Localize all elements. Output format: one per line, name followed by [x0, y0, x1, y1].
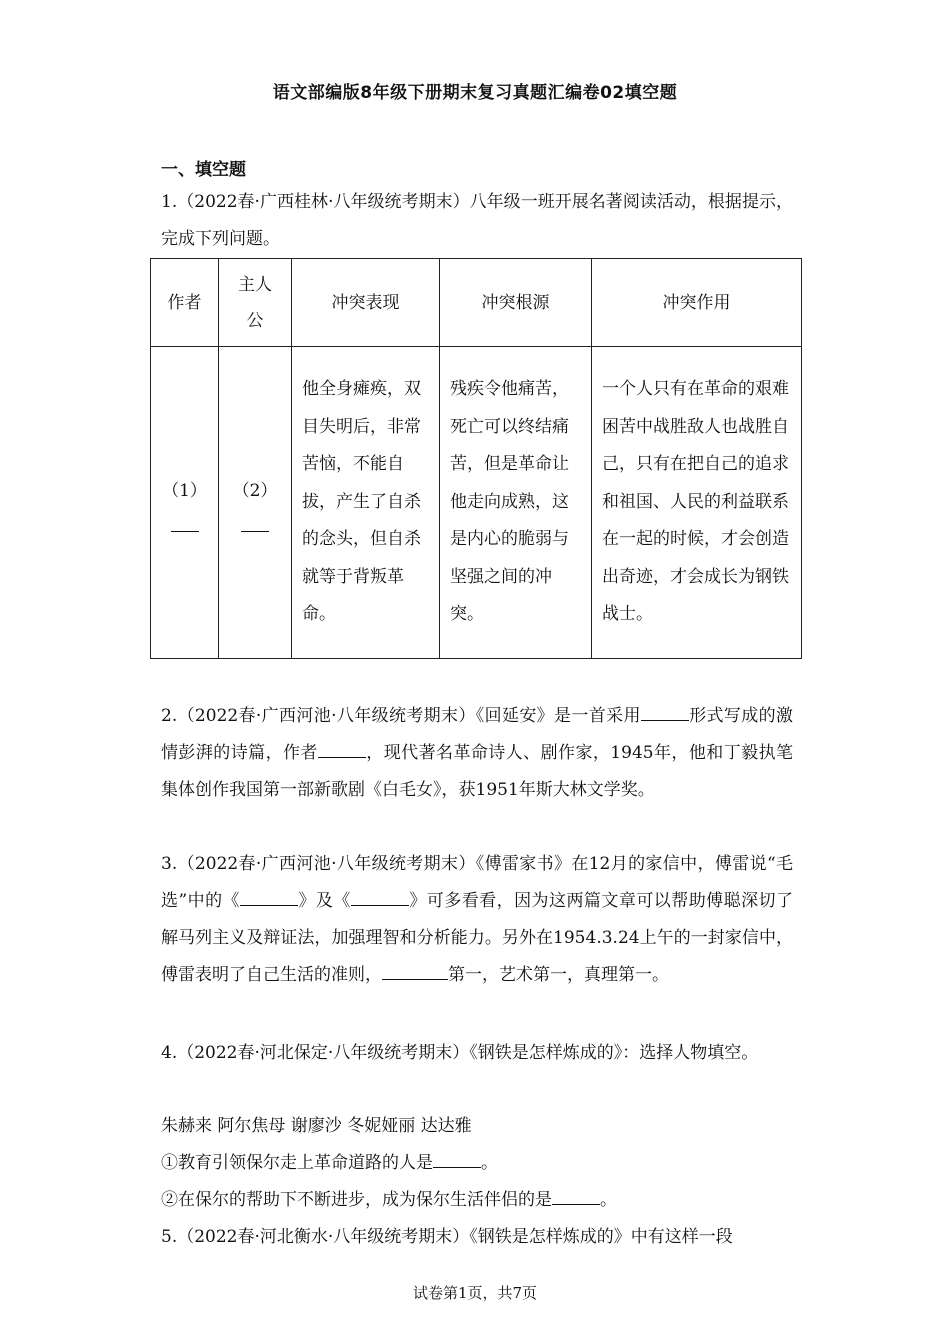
q4-blank-1[interactable]: [433, 1149, 481, 1168]
answer-blank-2[interactable]: [241, 531, 269, 532]
question-2: [161, 698, 793, 809]
question-4-options: 朱赫来 阿尔焦母 谢廖沙 冬妮娅丽 达达雅: [161, 1116, 472, 1136]
header-hero: [219, 259, 292, 347]
q4-item-1-end: 。: [481, 1153, 498, 1173]
q2-blank-form[interactable]: [641, 702, 689, 721]
question-4-text: 4.（2022春·河北保定·八年级统考期末）《钢铁是怎样炼成的》：选择人物填空。: [161, 1043, 759, 1063]
q3-blank-article-2[interactable]: [351, 887, 409, 906]
cell-root: [440, 347, 592, 659]
q4-blank-2[interactable]: [552, 1186, 600, 1205]
header-root: 冲突根源: [440, 259, 592, 347]
q3-part-1: 3.（2022春·广西河池·八年级统考期末）《傅雷家书》在12月的家信中，傅雷说“毛选”中的《: [161, 854, 793, 911]
question-1-table: [150, 258, 802, 659]
header-effect: 冲突作用: [592, 259, 802, 347]
question-4-item-2: [161, 1182, 617, 1219]
q2-part-2: 形式写成的激情彭湃的诗篇，作者: [161, 706, 793, 763]
page-footer: 试卷第1页，共7页: [412, 1284, 538, 1302]
q4-item-2-text: ②在保尔的帮助下不断进步，成为保尔生活伴侣的是: [161, 1190, 552, 1210]
answer-blank-1[interactable]: [171, 531, 199, 532]
table-row: [151, 347, 802, 659]
question-3: [161, 846, 793, 994]
answer-label-1: （1）: [162, 481, 207, 501]
effect-text: 一个人只有在革命的艰难困苦中战胜敌人也战胜自己，只有在把自己的追求和祖国、人民的利益联系在一起的时候，才会创造出奇迹，才会成长为钢铁战士。: [602, 379, 789, 625]
section-heading: 一、填空题: [161, 160, 246, 180]
table-header-row: [151, 259, 802, 347]
cell-behavior: [292, 347, 440, 659]
q2-part-3: ，现代著名革命诗人、剧作家，1945年，他和丁毅执笔集体创作我国第一部新歌剧《白毛女》，获1951年斯大林文学奖。: [161, 743, 794, 800]
header-behavior: 冲突表现: [292, 259, 440, 347]
q3-part-4: 第一，艺术第一，真理第一。: [448, 965, 669, 985]
q4-item-2-end: 。: [600, 1190, 617, 1210]
q4-item-1-text: ①教育引领保尔走上革命道路的人是: [161, 1153, 433, 1173]
cell-effect: [592, 347, 802, 659]
header-hero-text: 主人公: [238, 274, 272, 331]
header-author: 作者: [151, 259, 219, 347]
q2-part-1: 2.（2022春·广西河池·八年级统考期末）《回延安》是一首采用: [161, 706, 641, 726]
q3-blank-article-1[interactable]: [240, 887, 298, 906]
question-4-item-1: [161, 1145, 498, 1182]
q2-blank-author[interactable]: [318, 739, 366, 758]
q3-part-2: 》及《: [298, 891, 351, 911]
page-title: 语文部编版8年级下册期末复习真题汇编卷02填空题: [272, 83, 678, 103]
question-1-text: 1.（2022春·广西桂林·八年级统考期末）八年级一班开展名著阅读活动，根据提示，完成下列问题。: [161, 192, 793, 249]
q3-blank-principle[interactable]: [382, 961, 448, 980]
question-5-text: 5.（2022春·河北衡水·八年级统考期末）《钢铁是怎样炼成的》中有这样一段: [161, 1227, 733, 1247]
cell-hero: [219, 347, 292, 659]
answer-label-2: （2）: [232, 481, 278, 501]
cell-author: [151, 347, 219, 659]
q3-part-3: 》可多看看，因为这两篇文章可以帮助傅聪深切了解马列主义及辩证法，加强理智和分析能力。另外在1954.3.24上午的一封家信中，傅雷表明了自己生活的准则，: [161, 891, 794, 985]
root-text: 残疾令他痛苦，死亡可以终结痛苦，但是革命让他走向成熟，这是内心的脆弱与坚强之间的冲突。: [450, 379, 569, 625]
behavior-text: 他全身瘫痪，双目失明后，非常苦恼，不能自拔，产生了自杀的念头，但自杀就等于背叛革命。: [302, 379, 421, 625]
